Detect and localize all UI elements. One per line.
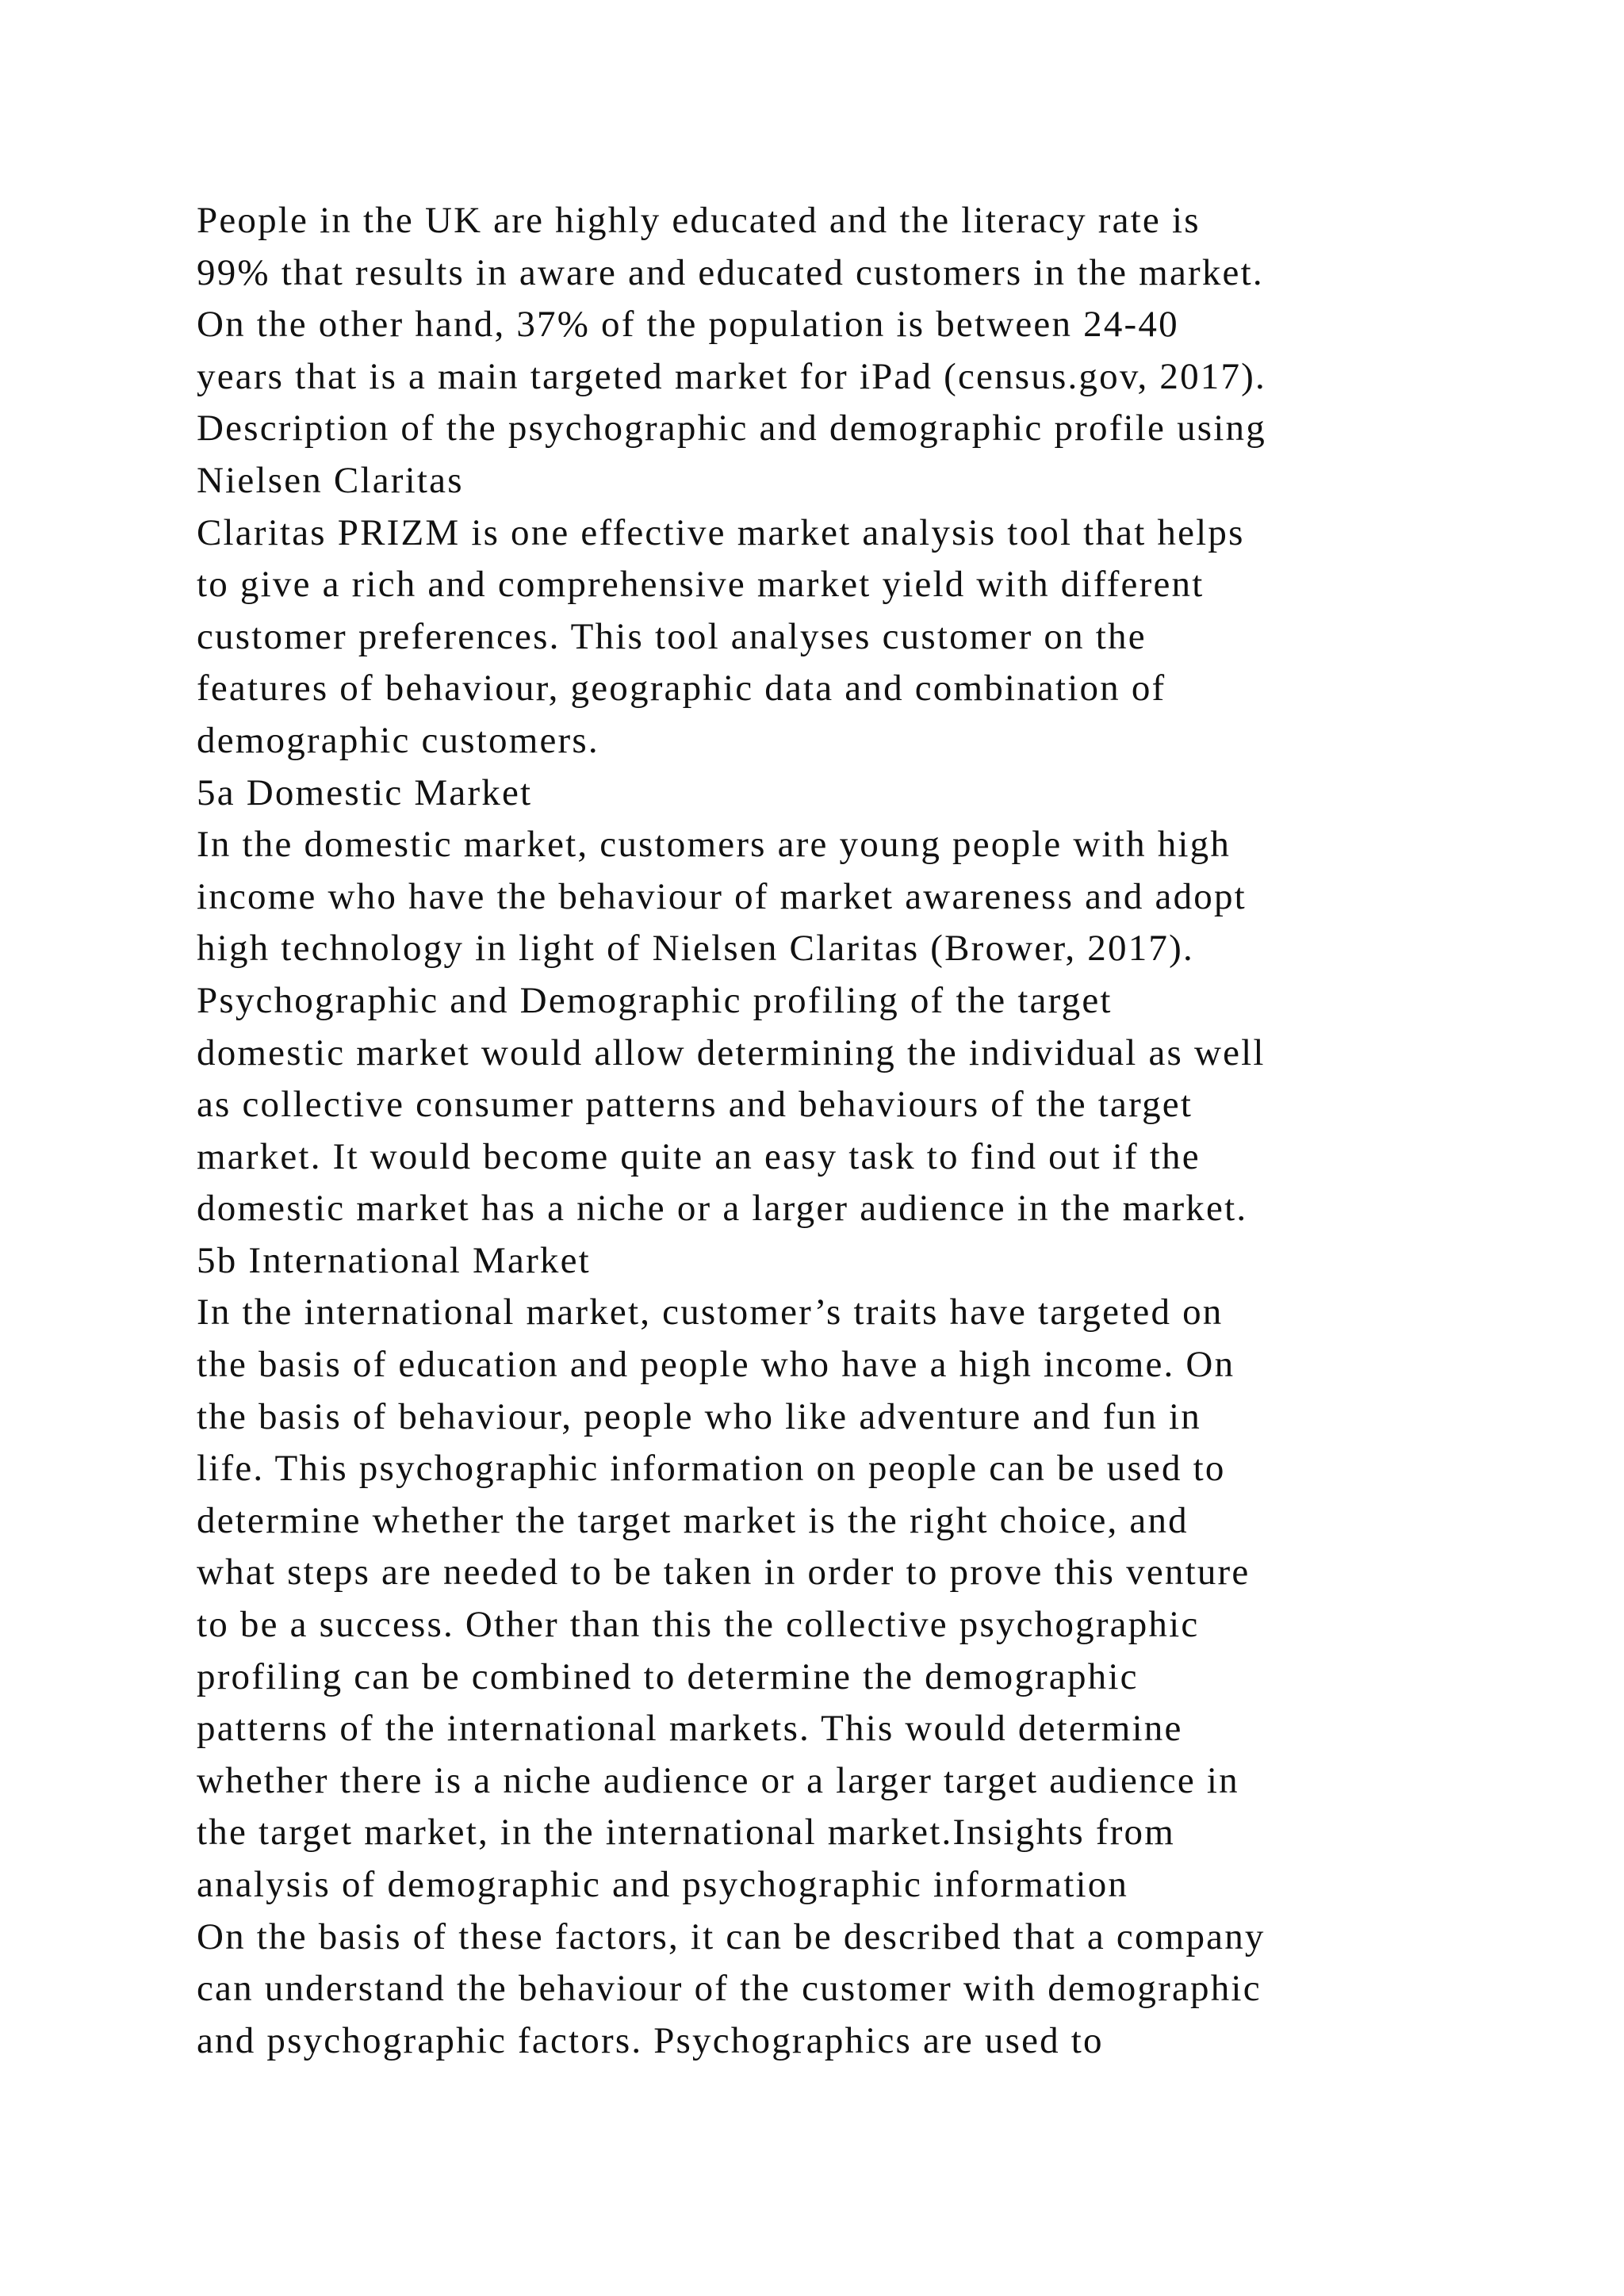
text-line: to be a success. Other than this the collective psychographic xyxy=(197,1604,1200,1646)
text-line: domestic market has a niche or a larger audience in the market. xyxy=(197,1188,1248,1230)
text-line: can understand the behaviour of the customer with demographic xyxy=(197,1968,1262,2010)
text-line: On the basis of these factors, it can be described that a company xyxy=(197,1915,1266,1957)
section-heading-line: Description of the psychographic and demographic profile using xyxy=(197,408,1266,450)
text-line: Psychographic and Demographic profiling of the target xyxy=(197,979,1113,1021)
text-line: the basis of behaviour, people who like adventure and fun in xyxy=(197,1395,1201,1437)
text-line: as collective consumer patterns and behaviours of the target xyxy=(197,1084,1193,1126)
text-line: customer preferences. This tool analyses customer on the xyxy=(197,615,1147,657)
text-line: the basis of education and people who have a high income. On xyxy=(197,1344,1235,1386)
text-line: People in the UK are highly educated and the literacy rate is xyxy=(197,200,1201,241)
text-line: whether there is a niche audience or a larger target audience in xyxy=(197,1759,1239,1801)
text-line: Claritas PRIZM is one effective market analysis tool that helps xyxy=(197,511,1245,553)
text-line: market. It would become quite an easy task to find out if the xyxy=(197,1135,1201,1177)
text-line: In the international market, customer’s traits have targeted on xyxy=(197,1292,1224,1334)
text-line: determine whether the target market is the right choice, and xyxy=(197,1499,1189,1541)
text-line: what steps are needed to be taken in order to prove this venture xyxy=(197,1552,1251,1594)
text-line: years that is a main targeted market for iPad (census.gov, 2017). xyxy=(197,355,1266,397)
text-line: In the domestic market, customers are young people with high xyxy=(197,824,1231,866)
text-line: profiling can be combined to determine the demographic xyxy=(197,1655,1139,1697)
section-heading-line: 5b International Market xyxy=(197,1239,591,1281)
text-line: income who have the behaviour of market awareness and adopt xyxy=(197,875,1247,917)
text-line: the target market, in the international market.Insights from xyxy=(197,1812,1175,1854)
text-line: and psychographic factors. Psychographics are used to xyxy=(197,2019,1104,2061)
text-line: to give a rich and comprehensive market yield with different xyxy=(197,564,1205,606)
text-line: patterns of the international markets. This would determine xyxy=(197,1708,1183,1750)
text-line: 99% that results in aware and educated customers in the market. xyxy=(197,251,1264,293)
text-line: features of behaviour, geographic data and combination of xyxy=(197,668,1166,710)
text-line: demographic customers. xyxy=(197,719,599,761)
section-heading-line: 5a Domestic Market xyxy=(197,771,533,813)
text-line: On the other hand, 37% of the population is between 24-40 xyxy=(197,304,1179,346)
section-heading-line: Nielsen Claritas xyxy=(197,459,464,501)
text-line: life. This psychographic information on people can be used to xyxy=(197,1448,1226,1490)
text-line: analysis of demographic and psychographic information xyxy=(197,1864,1129,1905)
text-line: high technology in light of Nielsen Claritas (Brower, 2017). xyxy=(197,928,1194,970)
text-line: domestic market would allow determining the individual as well xyxy=(197,1031,1266,1073)
body-text xyxy=(197,195,1513,2067)
